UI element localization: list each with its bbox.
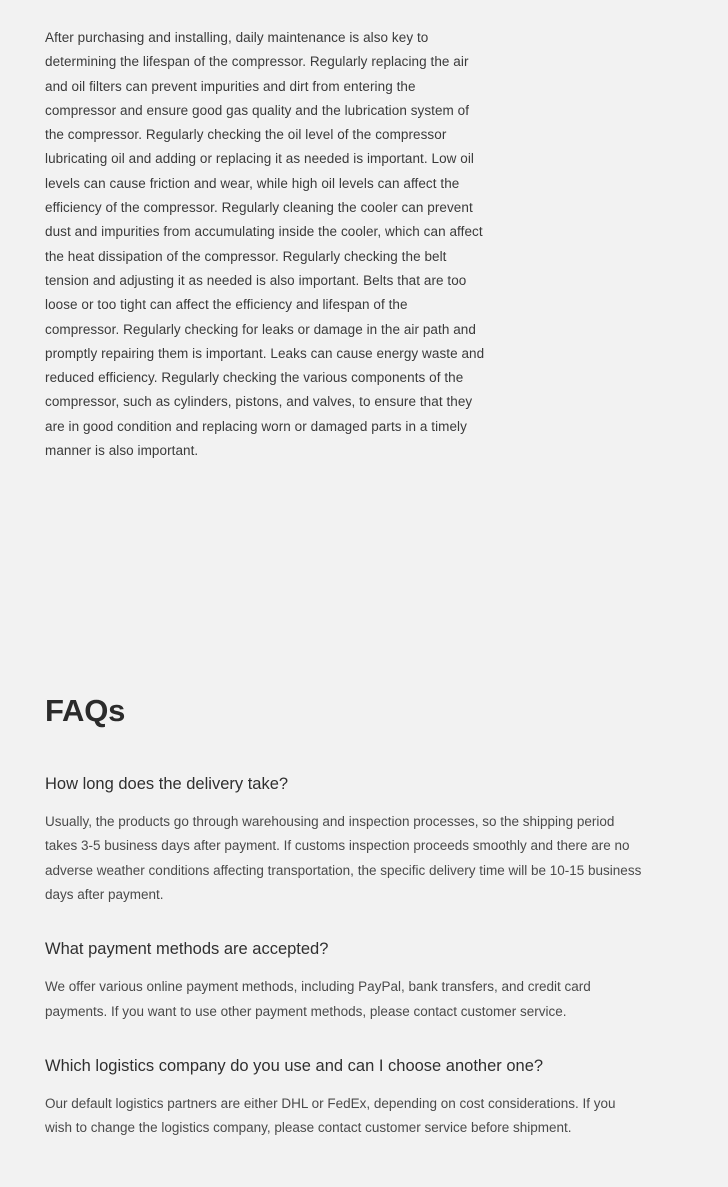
- faq-list: [45, 772, 685, 1140]
- faq-answer: We offer various online payment methods, including PayPal, bank transfers, and credit card payments. If you want to use other payment methods, please contact customer service.: [45, 979, 591, 1019]
- faq-question: How long does the delivery take?: [45, 775, 289, 794]
- faq-question: Which logistics company do you use and can I choose another one?: [45, 1056, 544, 1075]
- faq-question: What payment methods are accepted?: [45, 940, 329, 959]
- faq-section-heading: FAQs: [45, 693, 126, 728]
- faq-item-delivery-time: [45, 772, 685, 907]
- faq-item-logistics-company: [45, 1054, 685, 1141]
- faq-answer: Our default logistics partners are either DHL or FedEx, depending on cost considerations. If you wish to change the logistics company, please contact customer service before shipment.: [45, 1095, 616, 1136]
- maintenance-paragraph: After purchasing and installing, daily maintenance is also key to determining the lifespan of the compressor. Regularly replacing the air and oil filters can prevent impurities and dirt from entering the compressor and ensure good gas quality and the lubrication system of the compressor. Regularly checking the oil level of the compressor lubricating oil and adding or replacing it as needed is important. Low oil levels can cause friction and wear, while high oil levels can affect the efficiency of the compressor. Regularly cleaning the cooler can prevent dust and impurities from accumulating inside the cooler, which can affect the heat dissipation of the compressor. Regularly checking the belt tension and adjusting it as needed is also important. Belts that are too loose or too tight can affect the efficiency and lifespan of the compressor. Regularly checking for leaks or damage in the air path and promptly repairing them is important. Leaks can cause energy waste and reduced efficiency. Regularly checking the various components of the compressor, such as cylinders, pistons, and valves, to ensure that they are in good condition and replacing worn or damaged parts in a timely manner is also important.: [45, 30, 485, 459]
- faq-answer: Usually, the products go through warehousing and inspection processes, so the shipping period takes 3-5 business days after payment. If customs inspection proceeds smoothly and there are no adverse weather conditions affecting transportation, the specific delivery time will be 10-15 business days after payment.: [45, 814, 642, 902]
- faq-section: [45, 694, 685, 1140]
- faq-item-payment-methods: [45, 937, 685, 1024]
- maintenance-intro-block: [45, 26, 485, 463]
